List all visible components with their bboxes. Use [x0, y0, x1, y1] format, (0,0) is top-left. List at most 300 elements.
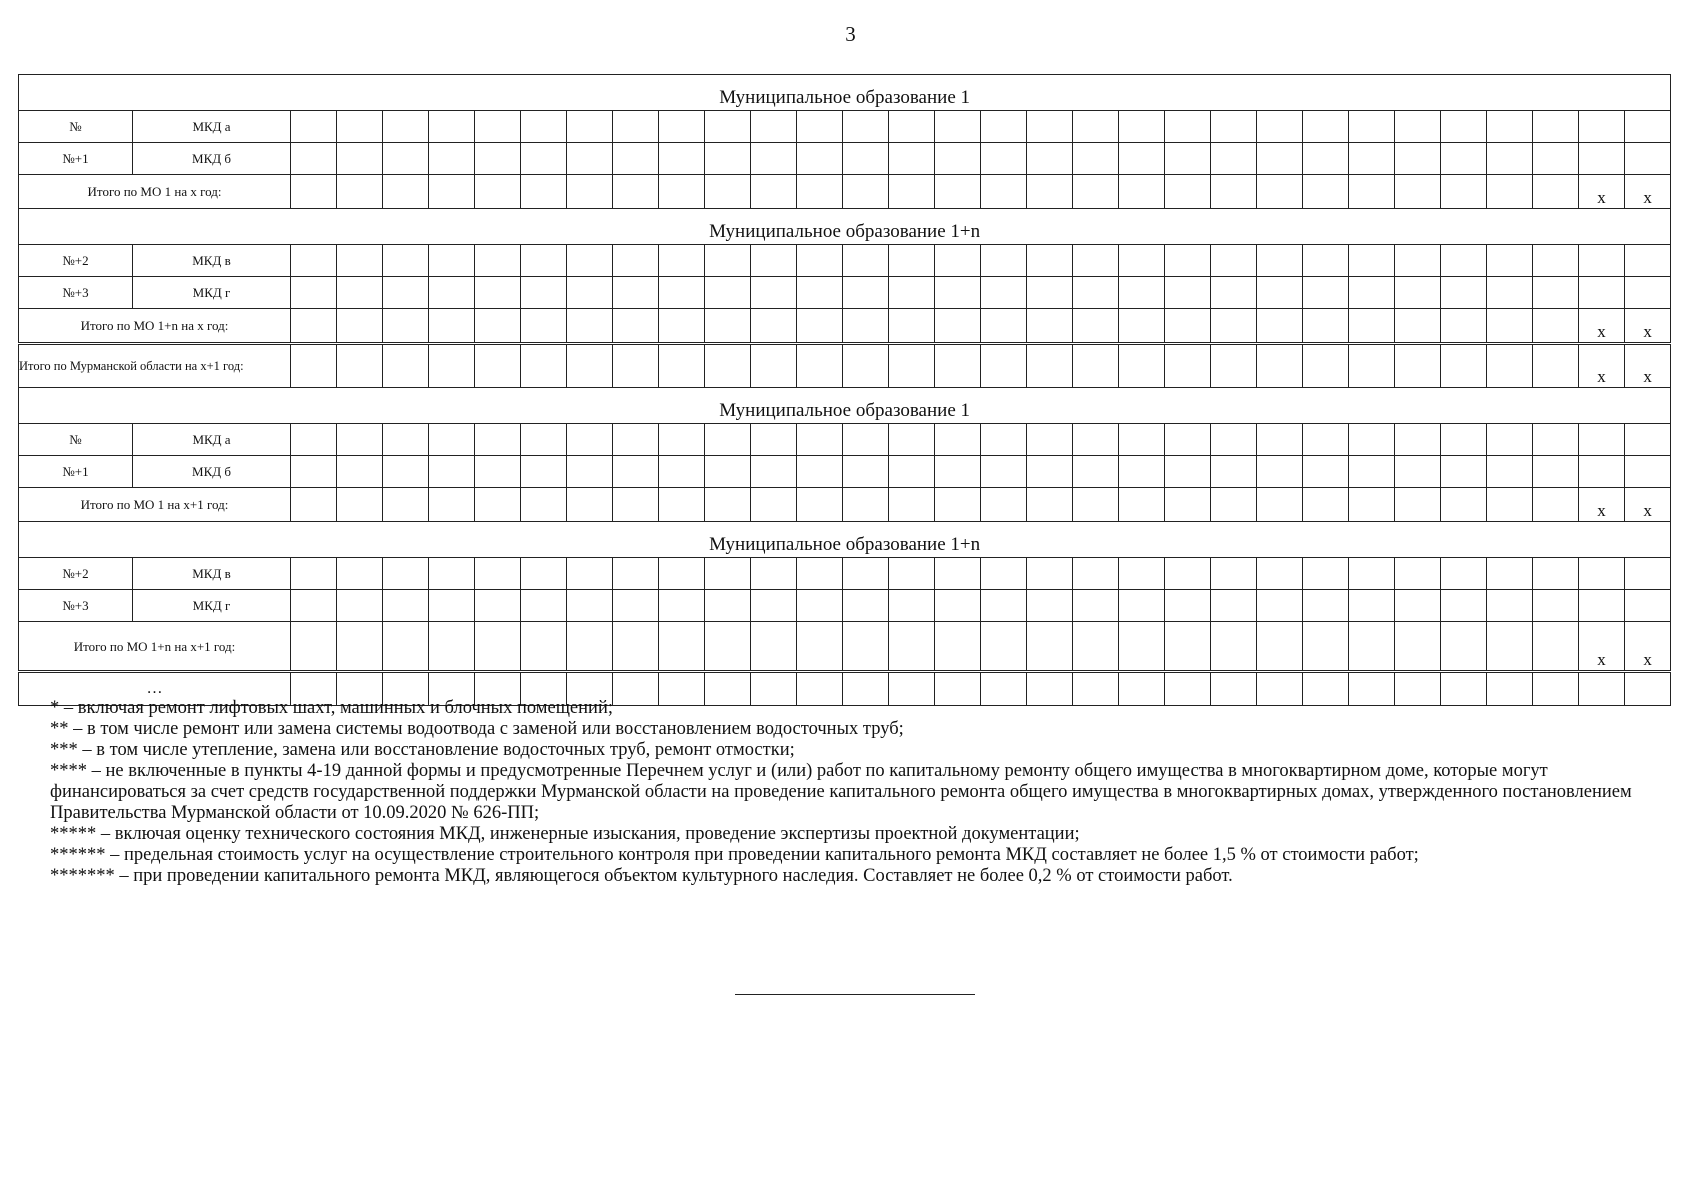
- table-cell: [1165, 143, 1211, 175]
- x-mark-cell: х: [1625, 488, 1671, 522]
- table-cell: [1303, 622, 1349, 672]
- table-cell: [751, 558, 797, 590]
- table-cell: [1625, 590, 1671, 622]
- table-cell: [1533, 277, 1579, 309]
- table-cell: [337, 143, 383, 175]
- table-cell: [889, 309, 935, 344]
- table-cell: [1303, 488, 1349, 522]
- table-cell: [429, 245, 475, 277]
- table-cell: [1349, 175, 1395, 209]
- table-cell: [1395, 344, 1441, 388]
- table-cell: [1533, 175, 1579, 209]
- table-cell: [1349, 622, 1395, 672]
- table-cell: [1073, 175, 1119, 209]
- table-cell: [981, 622, 1027, 672]
- table-cell: [429, 456, 475, 488]
- table-cell: [1395, 456, 1441, 488]
- table-cell: [1487, 488, 1533, 522]
- table-cell: [1027, 111, 1073, 143]
- table-cell: [1211, 277, 1257, 309]
- table-cell: [383, 309, 429, 344]
- table-cell: [291, 309, 337, 344]
- table-cell: [1533, 245, 1579, 277]
- table-cell: [659, 558, 705, 590]
- table-cell: [935, 456, 981, 488]
- table-cell: [889, 277, 935, 309]
- table-cell: [291, 277, 337, 309]
- table-cell: [889, 143, 935, 175]
- municipality-title: Муниципальное образование 1+n: [19, 209, 1671, 245]
- table-cell: [429, 277, 475, 309]
- table-cell: [1349, 590, 1395, 622]
- row-number: №: [19, 111, 133, 143]
- table-cell: [1487, 175, 1533, 209]
- table-cell: [705, 309, 751, 344]
- table-cell: [1349, 277, 1395, 309]
- table-cell: [1119, 277, 1165, 309]
- table-cell: [751, 277, 797, 309]
- table-cell: [935, 488, 981, 522]
- table-cell: [889, 344, 935, 388]
- table-cell: [705, 175, 751, 209]
- table-cell: [1349, 309, 1395, 344]
- table-cell: [1533, 111, 1579, 143]
- table-cell: [1303, 424, 1349, 456]
- table-cell: [1441, 424, 1487, 456]
- table-cell: [1533, 456, 1579, 488]
- table-cell: [705, 143, 751, 175]
- table-cell: [843, 111, 889, 143]
- table-cell: [889, 558, 935, 590]
- table-cell: [659, 590, 705, 622]
- table-cell: [751, 309, 797, 344]
- table-cell: [1533, 558, 1579, 590]
- table-cell: [1165, 309, 1211, 344]
- table-cell: [1395, 488, 1441, 522]
- table-cell: [659, 111, 705, 143]
- table-cell: [1579, 424, 1625, 456]
- table-cell: [337, 344, 383, 388]
- table-cell: [705, 424, 751, 456]
- table-cell: [1257, 424, 1303, 456]
- table-cell: [1027, 558, 1073, 590]
- table-cell: [1303, 143, 1349, 175]
- table-cell: [1073, 488, 1119, 522]
- table-cell: [429, 143, 475, 175]
- table-cell: [797, 309, 843, 344]
- table-cell: [843, 175, 889, 209]
- table-row: [19, 590, 1671, 622]
- table-cell: [797, 245, 843, 277]
- table-cell: [1073, 309, 1119, 344]
- table-cell: [1487, 590, 1533, 622]
- table-cell: [797, 277, 843, 309]
- table-cell: [1211, 111, 1257, 143]
- table-cell: [475, 175, 521, 209]
- table-cell: [1579, 558, 1625, 590]
- table-cell: [1441, 558, 1487, 590]
- table-cell: [1487, 277, 1533, 309]
- table-cell: [337, 111, 383, 143]
- table-cell: [797, 175, 843, 209]
- table-cell: [567, 245, 613, 277]
- table-cell: [1119, 309, 1165, 344]
- table-cell: [889, 175, 935, 209]
- table-cell: [1257, 277, 1303, 309]
- table-cell: [1027, 344, 1073, 388]
- table-cell: [1119, 344, 1165, 388]
- table-cell: [981, 309, 1027, 344]
- table-cell: [1211, 456, 1257, 488]
- table-cell: [521, 590, 567, 622]
- table-cell: [1349, 111, 1395, 143]
- table-cell: [613, 111, 659, 143]
- table-cell: [1257, 245, 1303, 277]
- table-cell: [1349, 344, 1395, 388]
- table-cell: [1441, 622, 1487, 672]
- table-cell: [291, 456, 337, 488]
- table-cell: [613, 622, 659, 672]
- table-cell: [613, 309, 659, 344]
- table-cell: [521, 344, 567, 388]
- table-cell: [383, 245, 429, 277]
- table-cell: [613, 245, 659, 277]
- table-cell: [705, 590, 751, 622]
- footnote: **** – не включенные в пункты 4-19 данной формы и предусмотренные Перечнем услуг и (или) работ по капитальному ремонту общего имущества в многоквартирном доме, которые могут финансироваться за счет средств государственной поддержки Мурманской области на проведение капитального ремонта общего имущества в многоквартирных домах, утвержденного постановлением Правительства Мурманской области от 10.09.2020 № 626-ПП;: [50, 761, 1632, 823]
- table-cell: [1533, 143, 1579, 175]
- table-cell: [383, 277, 429, 309]
- table-cell: [659, 143, 705, 175]
- table-cell: [1165, 245, 1211, 277]
- table-cell: [1441, 245, 1487, 277]
- table-cell: [383, 344, 429, 388]
- x-mark-cell: х: [1625, 309, 1671, 344]
- table-cell: [1395, 143, 1441, 175]
- table-cell: [1625, 245, 1671, 277]
- table-cell: [1165, 111, 1211, 143]
- municipality-total-row: [19, 488, 1671, 522]
- municipality-total-row: [19, 175, 1671, 209]
- table-cell: [1441, 309, 1487, 344]
- table-cell: [981, 590, 1027, 622]
- table-cell: [521, 143, 567, 175]
- table-cell: [797, 590, 843, 622]
- table-cell: [1625, 111, 1671, 143]
- table-cell: [889, 622, 935, 672]
- table-cell: [1533, 488, 1579, 522]
- table-cell: [1533, 622, 1579, 672]
- total-label: Итого по МО 1 на х год:: [19, 175, 291, 209]
- table-cell: [1119, 175, 1165, 209]
- table-cell: [613, 143, 659, 175]
- table-cell: [337, 622, 383, 672]
- table-cell: [659, 456, 705, 488]
- table-cell: [797, 111, 843, 143]
- table-cell: [1165, 277, 1211, 309]
- table-cell: [521, 456, 567, 488]
- table-cell: [751, 622, 797, 672]
- table-cell: [383, 590, 429, 622]
- table-cell: [1487, 424, 1533, 456]
- municipality-header-row: [19, 388, 1671, 424]
- table-cell: [1211, 488, 1257, 522]
- table-cell: [567, 424, 613, 456]
- footnote: ***** – включая оценку технического состояния МКД, инженерные изыскания, проведение экспертизы проектной документации;: [50, 824, 1080, 844]
- total-label: Итого по МО 1+n на х год:: [19, 309, 291, 344]
- table-cell: [1073, 277, 1119, 309]
- table-cell: [475, 590, 521, 622]
- table-cell: [843, 277, 889, 309]
- table-cell: [429, 111, 475, 143]
- table-cell: [935, 143, 981, 175]
- table-cell: [1441, 277, 1487, 309]
- table-cell: [843, 558, 889, 590]
- table-cell: [521, 111, 567, 143]
- signature-line: [735, 994, 975, 995]
- table-cell: [1211, 558, 1257, 590]
- table-cell: [1257, 590, 1303, 622]
- table-cell: [935, 590, 981, 622]
- table-cell: [751, 488, 797, 522]
- table-cell: [843, 424, 889, 456]
- table-cell: [1349, 558, 1395, 590]
- table-cell: [567, 175, 613, 209]
- table-cell: [337, 309, 383, 344]
- table-cell: [1625, 456, 1671, 488]
- table-cell: [1487, 245, 1533, 277]
- table-cell: [981, 143, 1027, 175]
- table-cell: [383, 558, 429, 590]
- table-cell: [797, 558, 843, 590]
- table-cell: [935, 111, 981, 143]
- table-cell: [1073, 245, 1119, 277]
- table-cell: [475, 245, 521, 277]
- table-cell: [935, 175, 981, 209]
- municipality-header-row: [19, 209, 1671, 245]
- table-cell: [751, 424, 797, 456]
- footnote: ** – в том числе ремонт или замена системы водоотвода с заменой или восстановлением водосточных труб;: [50, 719, 904, 739]
- table-cell: [1073, 558, 1119, 590]
- total-label: Итого по МО 1 на х+1 год:: [19, 488, 291, 522]
- table-cell: [705, 622, 751, 672]
- table-cell: [383, 111, 429, 143]
- table-cell: [981, 558, 1027, 590]
- table-cell: [1487, 558, 1533, 590]
- table-cell: [981, 424, 1027, 456]
- table-cell: [1027, 424, 1073, 456]
- table-cell: [429, 488, 475, 522]
- table-cell: [521, 558, 567, 590]
- capital-repair-table: [18, 74, 1671, 706]
- table-cell: [1211, 175, 1257, 209]
- table-cell: [383, 424, 429, 456]
- table-cell: [797, 488, 843, 522]
- municipality-total-row: [19, 309, 1671, 344]
- table-cell: [1165, 175, 1211, 209]
- table-cell: [935, 622, 981, 672]
- table-cell: [429, 309, 475, 344]
- x-mark-cell: х: [1579, 344, 1625, 388]
- table-cell: [935, 245, 981, 277]
- table-cell: [521, 424, 567, 456]
- table-cell: [981, 344, 1027, 388]
- table-cell: [1625, 558, 1671, 590]
- table-cell: [613, 344, 659, 388]
- table-cell: [1487, 344, 1533, 388]
- table-cell: [751, 456, 797, 488]
- footnote: *** – в том числе утепление, замена или восстановление водосточных труб, ремонт отмостки;: [50, 740, 795, 760]
- table-cell: [1395, 277, 1441, 309]
- table-cell: [291, 111, 337, 143]
- table-cell: [1257, 344, 1303, 388]
- table-cell: [1487, 456, 1533, 488]
- x-mark-cell: х: [1579, 175, 1625, 209]
- table-cell: [1119, 590, 1165, 622]
- table-cell: [337, 456, 383, 488]
- table-cell: [475, 277, 521, 309]
- table-cell: [1441, 111, 1487, 143]
- table-cell: [889, 245, 935, 277]
- table-cell: [475, 111, 521, 143]
- table-cell: [1441, 590, 1487, 622]
- table-cell: [1165, 622, 1211, 672]
- table-cell: [1073, 424, 1119, 456]
- table-cell: [567, 456, 613, 488]
- table-cell: [1165, 456, 1211, 488]
- table-cell: [291, 488, 337, 522]
- table-cell: [1441, 488, 1487, 522]
- table-cell: [1487, 111, 1533, 143]
- table-cell: [1349, 488, 1395, 522]
- table-cell: [1303, 344, 1349, 388]
- table-cell: [1257, 456, 1303, 488]
- table-cell: [1257, 111, 1303, 143]
- table-cell: [567, 590, 613, 622]
- table-cell: [1487, 143, 1533, 175]
- table-cell: [1349, 424, 1395, 456]
- table-cell: [291, 143, 337, 175]
- table-cell: [751, 245, 797, 277]
- table-cell: [1303, 175, 1349, 209]
- table-cell: [1395, 111, 1441, 143]
- table-cell: [843, 456, 889, 488]
- table-cell: [981, 175, 1027, 209]
- table-cell: [1119, 456, 1165, 488]
- table-cell: [1533, 424, 1579, 456]
- municipality-header-row: [19, 75, 1671, 111]
- table-cell: [981, 456, 1027, 488]
- table-cell: [1579, 456, 1625, 488]
- table-cell: [1027, 277, 1073, 309]
- table-cell: [659, 622, 705, 672]
- table-cell: [1165, 488, 1211, 522]
- table-cell: [1211, 309, 1257, 344]
- table-cell: [1395, 558, 1441, 590]
- table-cell: [475, 558, 521, 590]
- table-cell: [1119, 245, 1165, 277]
- table-cell: [797, 456, 843, 488]
- table-cell: [981, 111, 1027, 143]
- table-cell: [1533, 309, 1579, 344]
- table-cell: [935, 344, 981, 388]
- table-cell: [291, 590, 337, 622]
- table-cell: [521, 245, 567, 277]
- municipality-title: Муниципальное образование 1: [19, 75, 1671, 111]
- table-cell: [1533, 344, 1579, 388]
- table-cell: [1303, 558, 1349, 590]
- table-row: [19, 143, 1671, 175]
- x-mark-cell: х: [1579, 622, 1625, 672]
- table-cell: [1625, 277, 1671, 309]
- table-cell: [1211, 344, 1257, 388]
- table-cell: [1165, 344, 1211, 388]
- table-cell: [337, 245, 383, 277]
- table-cell: [1257, 175, 1303, 209]
- table-row: [19, 245, 1671, 277]
- table-cell: [705, 245, 751, 277]
- table-cell: [1073, 143, 1119, 175]
- table-cell: [889, 111, 935, 143]
- table-cell: [843, 590, 889, 622]
- x-mark-cell: х: [1579, 488, 1625, 522]
- table-cell: [337, 558, 383, 590]
- table-cell: [751, 143, 797, 175]
- table-cell: [1257, 622, 1303, 672]
- table-cell: [1303, 456, 1349, 488]
- table-cell: [1349, 456, 1395, 488]
- table-cell: [1395, 424, 1441, 456]
- table-cell: [613, 488, 659, 522]
- table-cell: [613, 558, 659, 590]
- table-cell: [1441, 175, 1487, 209]
- building-name: МКД а: [133, 111, 291, 143]
- table-cell: [567, 277, 613, 309]
- table-cell: [935, 558, 981, 590]
- table-cell: [521, 277, 567, 309]
- table-cell: [1165, 424, 1211, 456]
- table-cell: [797, 424, 843, 456]
- table-cell: [1119, 424, 1165, 456]
- table-cell: [1395, 622, 1441, 672]
- table-cell: [935, 424, 981, 456]
- table-cell: [1027, 309, 1073, 344]
- table-cell: [1073, 111, 1119, 143]
- table-cell: [981, 277, 1027, 309]
- table-cell: [1073, 590, 1119, 622]
- table-cell: [659, 175, 705, 209]
- table-cell: [1533, 590, 1579, 622]
- table-cell: [613, 277, 659, 309]
- table-cell: [1579, 277, 1625, 309]
- row-number: №+3: [19, 590, 133, 622]
- table-cell: [567, 143, 613, 175]
- table-cell: [981, 245, 1027, 277]
- table-cell: [475, 424, 521, 456]
- footnotes: [50, 698, 1650, 887]
- table-cell: [1027, 456, 1073, 488]
- table-cell: [1027, 622, 1073, 672]
- table-cell: [475, 344, 521, 388]
- table-cell: [1395, 590, 1441, 622]
- municipality-header-row: [19, 522, 1671, 558]
- table-cell: [291, 558, 337, 590]
- table-row: [19, 111, 1671, 143]
- table-cell: [889, 424, 935, 456]
- table-cell: [843, 344, 889, 388]
- table-cell: [1441, 143, 1487, 175]
- table-cell: [429, 344, 475, 388]
- table-cell: [291, 424, 337, 456]
